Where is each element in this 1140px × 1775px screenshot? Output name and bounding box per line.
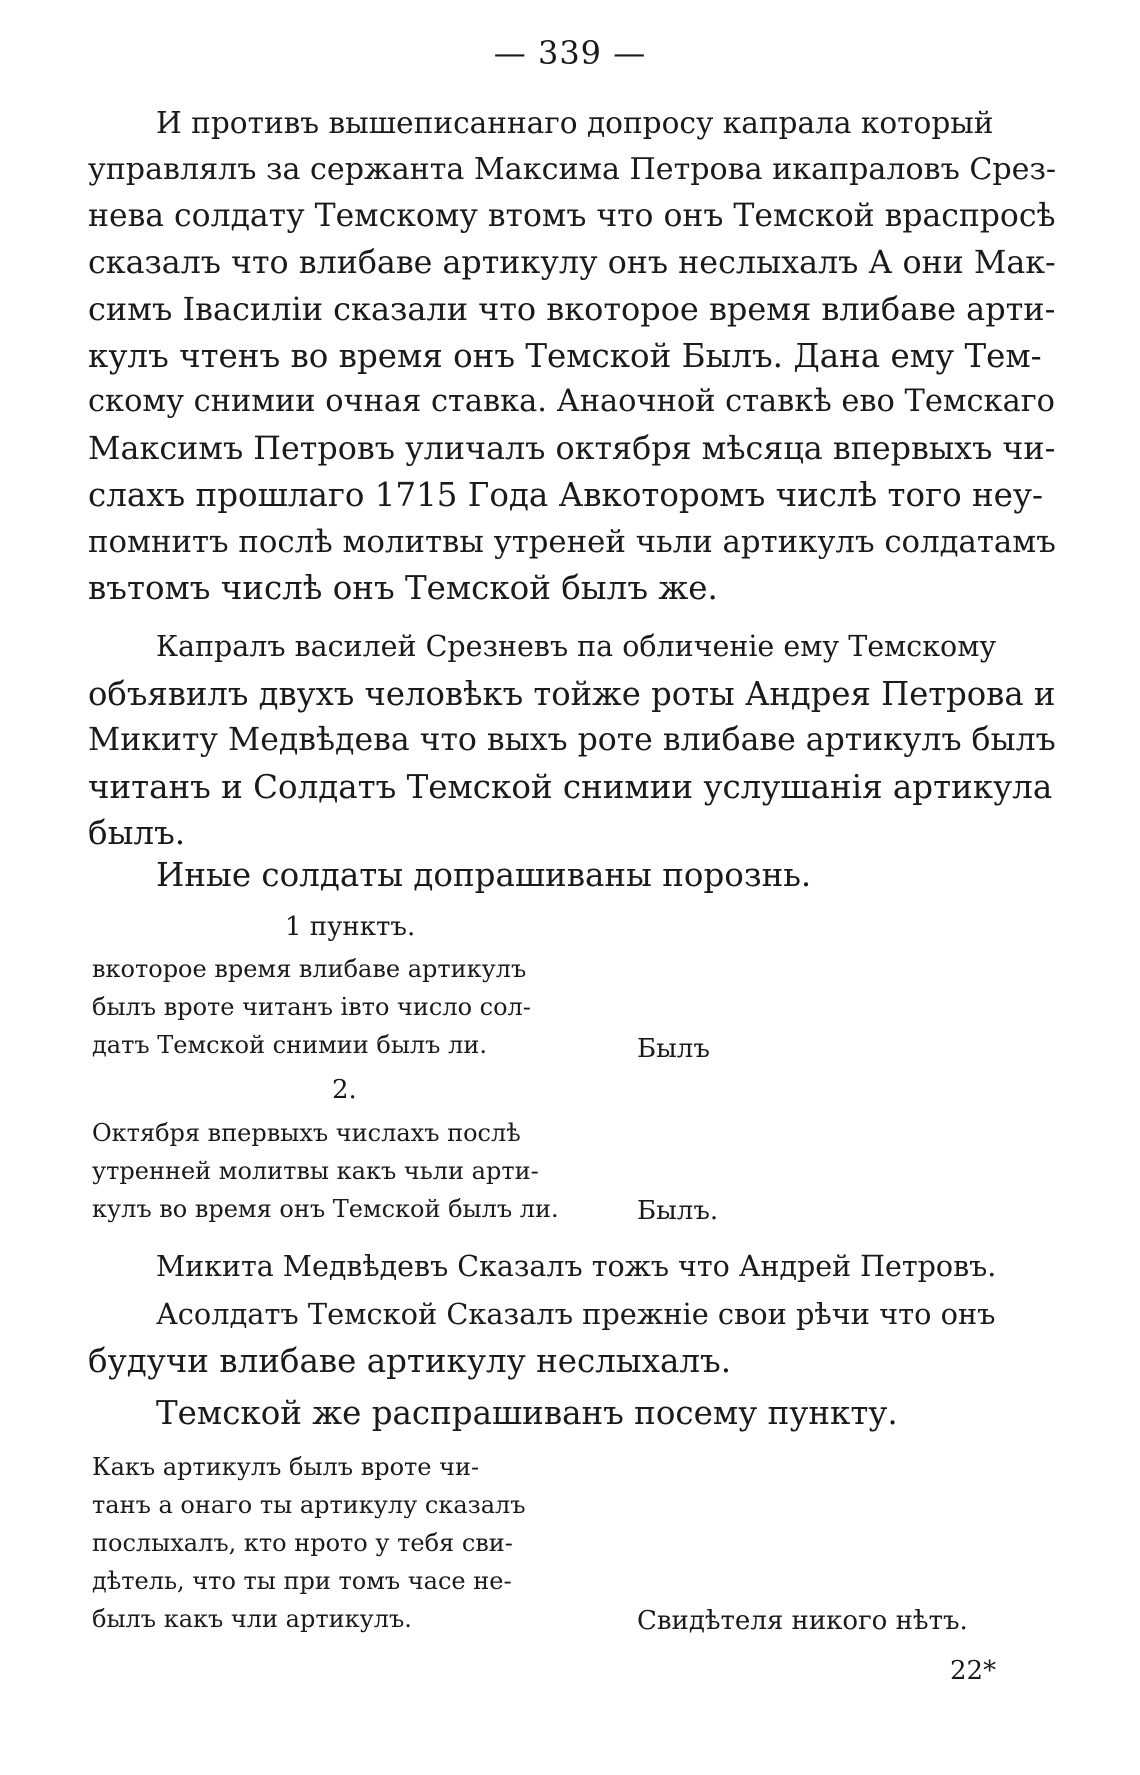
text-line: Максимъ Петровъ уличалъ октября мѣсяца впервыхъ чи-	[88, 430, 1056, 467]
text-line: вкоторое время влибаве артикулъ	[92, 955, 527, 983]
page-number: — 339 —	[493, 34, 647, 72]
text-line: слахъ прошлаго 1715 Года Авкоторомъ числѣ того неу-	[88, 476, 1043, 514]
text-line: будучи влибаве артикулу неслыхалъ.	[88, 1341, 732, 1380]
paragraph-corporal	[88, 624, 1056, 857]
text-line: Темской же распрашиванъ посему пункту.	[156, 1394, 898, 1432]
paragraph-soldiers	[88, 852, 1056, 899]
text-line: кулъ во время онъ Темской былъ ли.	[92, 1195, 559, 1223]
text-line: Капралъ василей Срезневъ па обличенiе ему Темскому	[156, 630, 997, 663]
text-line: былъ.	[88, 814, 186, 852]
text-line: Иные солдаты допрашиваны порознь.	[156, 856, 812, 894]
paragraph-questioned	[88, 1390, 1056, 1437]
signature-mark: 22*	[950, 1656, 997, 1686]
text-line: Асолдатъ Темской Сказалъ прежнiе свои рѣчи что онъ	[156, 1297, 996, 1331]
question-2-answer: Былъ.	[637, 1196, 719, 1226]
text-line: датъ Темской снимии былъ ли.	[92, 1031, 487, 1059]
text-line: скому снимии очная ставка. Анаочной ставкѣ ево Темскаго	[88, 384, 1055, 419]
question-1-answer: Былъ	[637, 1034, 710, 1064]
text-line: былъ вроте читанъ івто число сол-	[92, 993, 531, 1021]
question-2-heading: 2.	[332, 1075, 357, 1105]
text-line: сказалъ что влибаве артикулу онъ неслыхалъ А они Мак-	[88, 244, 1056, 281]
question-2-text	[92, 1114, 572, 1228]
text-line: читанъ и Солдатъ Темской снимии услушанiя артикула	[88, 767, 1053, 806]
text-line: Микита Медвѣдевъ Сказалъ тожъ что Андрей Петровъ.	[156, 1250, 997, 1283]
paragraph-temskoy	[88, 1291, 1056, 1384]
text-line: послыхалъ, кто нрото у тебя сви-	[92, 1529, 513, 1557]
text-line: объявилъ двухъ человѣкъ тойже роты Андрея Петрова и	[88, 674, 1056, 713]
text-line: управлялъ за сержанта Максима Петрова икапраловъ Срез-	[88, 151, 1057, 187]
text-line: нева солдату Темскому втомъ что онъ Темской враспросѣ	[88, 198, 1056, 234]
text-line: Какъ артикулъ былъ вроте чи-	[92, 1453, 480, 1481]
text-line: былъ какъ чли артикулъ.	[92, 1605, 412, 1633]
text-line: танъ а онаго ты артикулу сказалъ	[92, 1491, 526, 1519]
paragraph-mikita	[88, 1244, 1056, 1291]
question-3-text	[92, 1448, 572, 1638]
text-line: симъ Івасилiи сказали что вкоторое время влибаве арти-	[88, 290, 1056, 328]
paragraph-interrogation	[88, 100, 1056, 612]
question-1-heading: 1 пунктъ.	[285, 912, 416, 942]
text-line: Октября впервыхъ числахъ послѣ	[92, 1119, 521, 1147]
question-3-answer: Свидѣтеля никого нѣтъ.	[637, 1606, 968, 1636]
text-line: И противъ вышеписаннаго допросу капрала который	[156, 106, 994, 140]
question-1-text	[92, 950, 572, 1064]
text-line: кулъ чтенъ во время онъ Темской Былъ. Дана ему Тем-	[88, 336, 1042, 375]
text-line: утренней молитвы какъ чьли арти-	[92, 1157, 539, 1185]
text-line: дѣтель, что ты при томъ часе не-	[92, 1567, 512, 1595]
text-line: вътомъ числѣ онъ Темской былъ же.	[88, 569, 718, 607]
text-line: помнитъ послѣ молитвы утреней чьли артикулъ солдатамъ	[88, 523, 1056, 560]
text-line: Микиту Медвѣдева что выхъ роте влибаве артикулъ былъ	[88, 722, 1056, 758]
